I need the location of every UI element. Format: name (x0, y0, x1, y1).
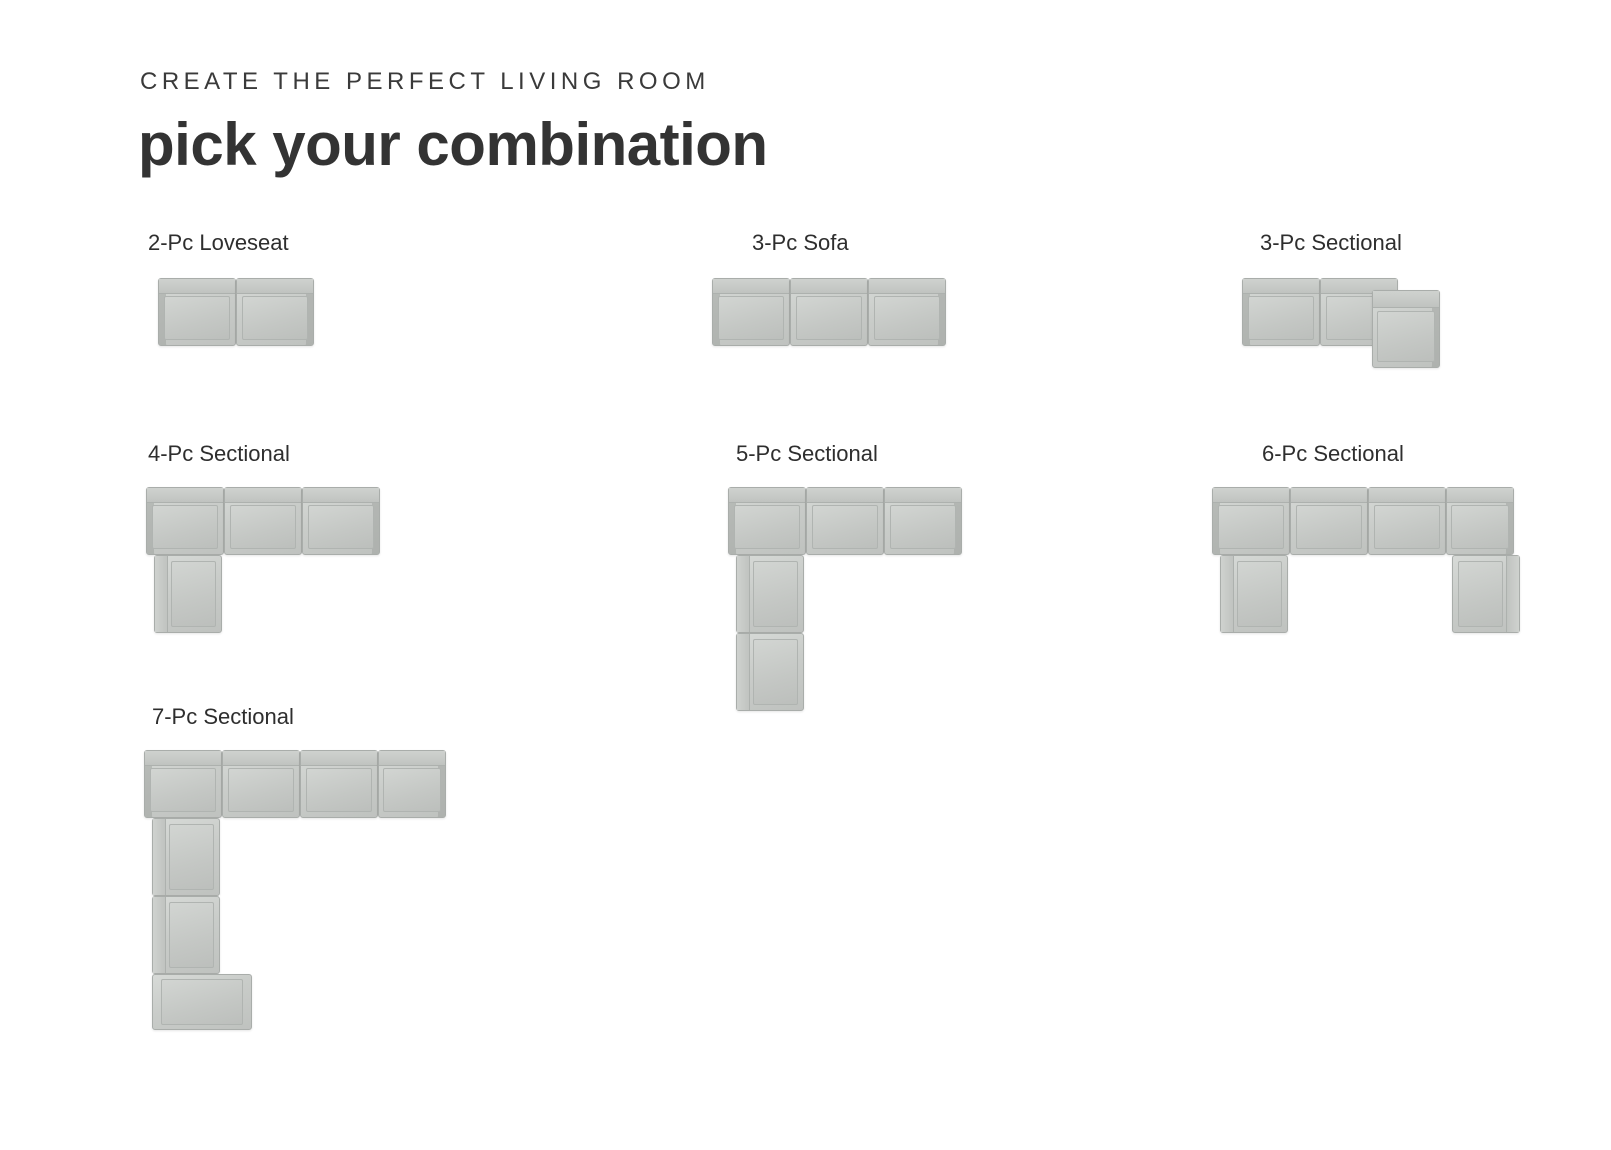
sofa-module-corner-seat-left (1212, 487, 1290, 555)
sofa-module-left-arm-seat (712, 278, 790, 346)
page-title: pick your combination (138, 111, 768, 178)
combination-label: 5-Pc Sectional (736, 441, 878, 466)
combination-label: 4-Pc Sectional (148, 441, 290, 466)
sofa-module-left-return-seat-1 (152, 818, 220, 896)
sofa-module-right-return-seat (1452, 555, 1520, 633)
combination-label: 2-Pc Loveseat (148, 230, 289, 255)
sofa-module-ottoman (152, 974, 252, 1030)
sofa-module-corner-seat-right (1446, 487, 1514, 555)
sofa-module-armless-seat-2 (300, 750, 378, 818)
combination-label: 3-Pc Sofa (752, 230, 849, 255)
sofa-module-corner-seat (1372, 290, 1440, 368)
sofa-module-armless-seat (806, 487, 884, 555)
sofa-module-right-arm-seat (378, 750, 446, 818)
sofa-module-left-arm-seat (1242, 278, 1320, 346)
combination-label: 7-Pc Sectional (152, 704, 294, 729)
eyebrow-text: CREATE THE PERFECT LIVING ROOM (140, 68, 710, 95)
sofa-module-right-arm-seat (302, 487, 380, 555)
sofa-module-corner-seat (144, 750, 222, 818)
combination-label: 6-Pc Sectional (1262, 441, 1404, 466)
sofa-module-armless-seat-1 (1290, 487, 1368, 555)
sofa-module-left-return-seat (736, 555, 804, 633)
sofa-module-right-arm-seat (236, 278, 314, 346)
sofa-module-corner-seat (146, 487, 224, 555)
sofa-module-left-return-seat (1220, 555, 1288, 633)
sofa-module-left-return-seat (154, 555, 222, 633)
sofa-module-armless-seat (790, 278, 868, 346)
sofa-module-right-arm-seat (884, 487, 962, 555)
combination-label: 3-Pc Sectional (1260, 230, 1402, 255)
sofa-module-right-arm-seat (868, 278, 946, 346)
sofa-module-left-arm-seat (158, 278, 236, 346)
sofa-module-left-return-end-seat (736, 633, 804, 711)
sofa-module-left-return-seat-2 (152, 896, 220, 974)
sofa-module-armless-seat-1 (222, 750, 300, 818)
sofa-module-corner-seat (728, 487, 806, 555)
sofa-module-armless-seat-2 (1368, 487, 1446, 555)
sofa-module-armless-seat (224, 487, 302, 555)
